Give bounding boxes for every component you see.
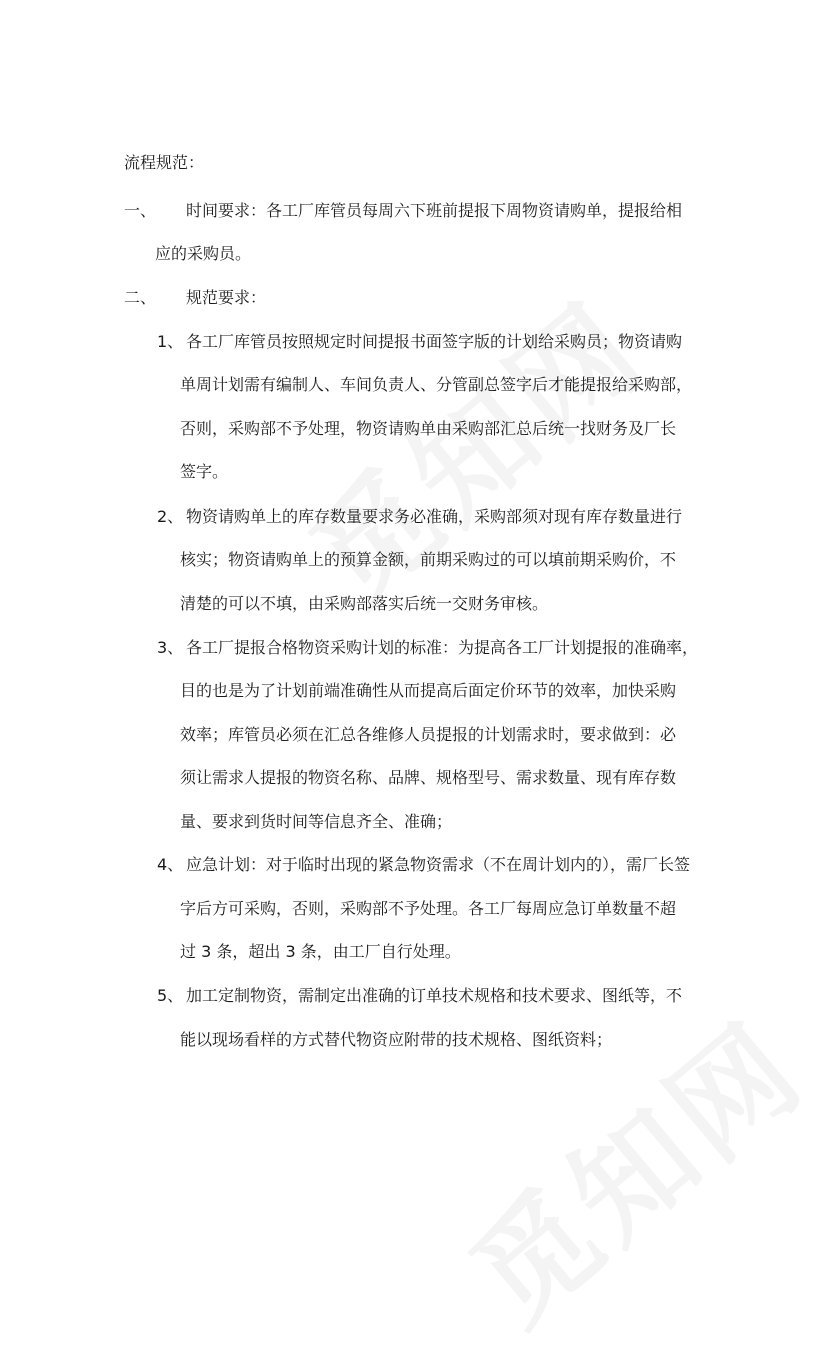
list-item-line: 须让需求人提报的物资名称、品牌、规格型号、需求数量、现有库存数 xyxy=(180,768,677,787)
section-marker: 一、 xyxy=(124,201,157,220)
section-heading: 流程规范： xyxy=(124,153,205,172)
list-item-marker: 2、 xyxy=(157,507,184,526)
list-item-line: 目的也是为了计划前端准确性从而提高后面定价环节的效率，加快采购 xyxy=(180,681,677,700)
section-text-line: 规范要求： xyxy=(186,288,267,307)
list-item-line: 能以现场看样的方式替代物资应附带的技术规格、图纸资料； xyxy=(180,1030,613,1049)
list-item-line: 签字。 xyxy=(180,462,229,481)
list-item-line: 否则，采购部不予处理，物资请购单由采购部汇总后统一找财务及厂长 xyxy=(180,419,677,438)
section-marker: 二、 xyxy=(124,288,157,307)
list-item-marker: 3、 xyxy=(157,638,184,657)
list-item-line: 效率；库管员必须在汇总各维修人员提报的计划需求时，要求做到：必 xyxy=(180,725,677,744)
section-text-line: 时间要求：各工厂库管员每周六下班前提报下周物资请购单，提报给相 xyxy=(186,201,683,220)
watermark xyxy=(270,257,675,636)
list-item-line: 核实；物资请购单上的预算金额，前期采购过的可以填前期采购价，不 xyxy=(180,550,677,569)
list-item-line: 清楚的可以不填，由采购部落实后统一交财务审核。 xyxy=(180,594,549,613)
list-item-line: 加工定制物资，需制定出准确的订单技术规格和技术要求、图纸等，不 xyxy=(186,986,683,1005)
section-text-line: 应的采购员。 xyxy=(155,244,252,263)
list-item-line: 量、要求到货时间等信息齐全、准确； xyxy=(180,812,453,831)
list-item-marker: 4、 xyxy=(157,855,184,874)
list-item-marker: 5、 xyxy=(157,986,184,1005)
list-item-line: 字后方可采购，否则，采购部不予处理。各工厂每周应急订单数量不超 xyxy=(180,899,677,918)
list-item-line: 各工厂库管员按照规定时间提报书面签字版的计划给采购员；物资请购 xyxy=(186,332,683,351)
list-item-line: 应急计划：对于临时出现的紧急物资需求（不在周计划内的），需厂长签 xyxy=(186,855,691,874)
list-item-line: 过 3 条，超出 3 条，由工厂自行处理。 xyxy=(180,942,461,961)
list-item-line: 单周计划需有编制人、车间负责人、分管副总签字后才能提报给采购部， xyxy=(180,375,693,394)
list-item-marker: 1、 xyxy=(157,332,184,351)
list-item-line: 物资请购单上的库存数量要求务必准确，采购部须对现有库存数量进行 xyxy=(186,507,683,526)
list-item-line: 各工厂提报合格物资采购计划的标准：为提高各工厂计划提报的准确率， xyxy=(186,638,699,657)
